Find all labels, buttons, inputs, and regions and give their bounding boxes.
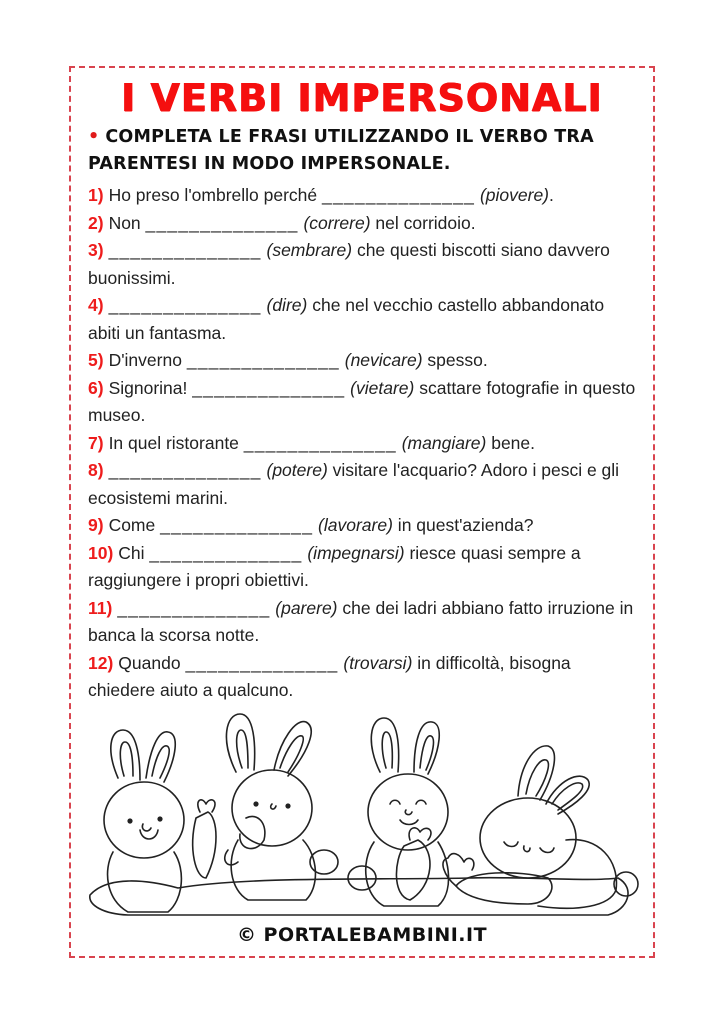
answer-blank[interactable]: ______________	[192, 377, 346, 398]
item-verb: (potere)	[266, 460, 328, 480]
item-verb: (sembrare)	[266, 240, 353, 260]
item-text-before: Non	[108, 212, 146, 233]
item-text-before: Signorina!	[108, 377, 193, 398]
exercise-item	[88, 650, 636, 705]
item-verb: (lavorare)	[318, 515, 393, 535]
answer-blank[interactable]: ______________	[108, 460, 262, 480]
answer-blank[interactable]: ______________	[322, 185, 476, 205]
item-number: 8)	[88, 460, 104, 480]
item-verb: (piovere)	[479, 185, 550, 205]
exercise-item	[88, 210, 636, 238]
answer-blank[interactable]: ______________	[108, 240, 262, 260]
item-text-before: In quel ristorante	[108, 432, 244, 453]
bunnies-illustration	[88, 700, 648, 920]
item-text-after: in difficoltà, bisogna chiedere aiuto a qualcuno.	[88, 652, 571, 700]
exercise-item	[88, 237, 636, 292]
exercise-item	[88, 512, 636, 540]
item-number: 7)	[88, 432, 104, 453]
item-number: 2)	[88, 212, 104, 233]
item-number: 10)	[88, 542, 114, 563]
bullet-icon: •	[88, 127, 100, 147]
item-text-after: che questi biscotti siano davvero buonissimi.	[88, 240, 610, 288]
item-verb: (dire)	[266, 295, 308, 315]
item-text-before: Come	[108, 515, 161, 535]
item-number: 3)	[88, 240, 104, 260]
item-text-after: .	[549, 185, 554, 205]
item-text-before: Chi	[118, 542, 150, 563]
item-text-after: scattare fotografie in questo museo.	[88, 377, 636, 425]
item-text-after: riesce quasi sempre a raggiungere i propri obiettivi.	[88, 542, 581, 590]
item-verb: (nevicare)	[344, 350, 423, 370]
answer-blank[interactable]: ______________	[117, 597, 271, 618]
item-text-before: D'inverno	[108, 350, 187, 370]
item-number: 11)	[88, 597, 113, 618]
answer-blank[interactable]: ______________	[160, 515, 314, 535]
bunny-4	[443, 746, 638, 908]
item-text-after: spesso.	[422, 350, 488, 370]
item-text-before: Quando	[118, 652, 186, 673]
instructions	[88, 124, 628, 178]
exercise-item	[88, 375, 636, 430]
answer-blank[interactable]: ______________	[185, 652, 339, 673]
exercise-item	[88, 430, 636, 458]
exercise-item	[88, 292, 636, 347]
item-text-after: nel corridoio.	[370, 212, 476, 233]
exercise-item	[88, 595, 636, 650]
item-text-after: che nel vecchio castello abbandonato abiti un fantasma.	[88, 295, 605, 343]
exercise-item	[88, 182, 636, 210]
answer-blank[interactable]: ______________	[243, 432, 397, 453]
bunny-2	[225, 714, 338, 900]
answer-blank[interactable]: ______________	[149, 542, 303, 563]
exercise-item	[88, 457, 636, 512]
item-number: 9)	[88, 515, 104, 535]
item-text-after: in quest'azienda?	[392, 515, 534, 535]
item-number: 5)	[88, 350, 104, 370]
instructions-text: COMPLETA LE FRASI UTILIZZANDO IL VERBO TRA PARENTESI IN MODO IMPERSONALE.	[88, 127, 594, 174]
item-text-after: che dei ladri abbiano fatto irruzione in banca la scorsa notte.	[88, 597, 634, 645]
exercise-list	[88, 182, 636, 705]
page-title: I VERBI IMPERSONALI	[121, 76, 603, 120]
item-verb: (parere)	[275, 597, 338, 618]
item-text-after: bene.	[486, 432, 535, 453]
answer-blank[interactable]: ______________	[186, 350, 340, 370]
exercise-item	[88, 540, 636, 595]
item-number: 6)	[88, 377, 104, 398]
item-number: 4)	[88, 295, 104, 315]
copyright-footer: © PORTALEBAMBINI.IT	[236, 924, 488, 946]
item-verb: (mangiare)	[401, 432, 487, 453]
item-verb: (trovarsi)	[343, 652, 413, 673]
item-verb: (impegnarsi)	[307, 542, 405, 563]
answer-blank[interactable]: ______________	[145, 212, 299, 233]
item-verb: (correre)	[303, 212, 371, 233]
item-text-after: visitare l'acquario? Adoro i pesci e gli ecosistemi marini.	[88, 460, 620, 508]
item-number: 12)	[88, 652, 114, 673]
item-text-before: Ho preso l'ombrello perché	[108, 185, 323, 205]
exercise-item	[88, 347, 636, 375]
item-number: 1)	[88, 185, 104, 205]
answer-blank[interactable]: ______________	[108, 295, 262, 315]
item-verb: (vietare)	[350, 377, 415, 398]
